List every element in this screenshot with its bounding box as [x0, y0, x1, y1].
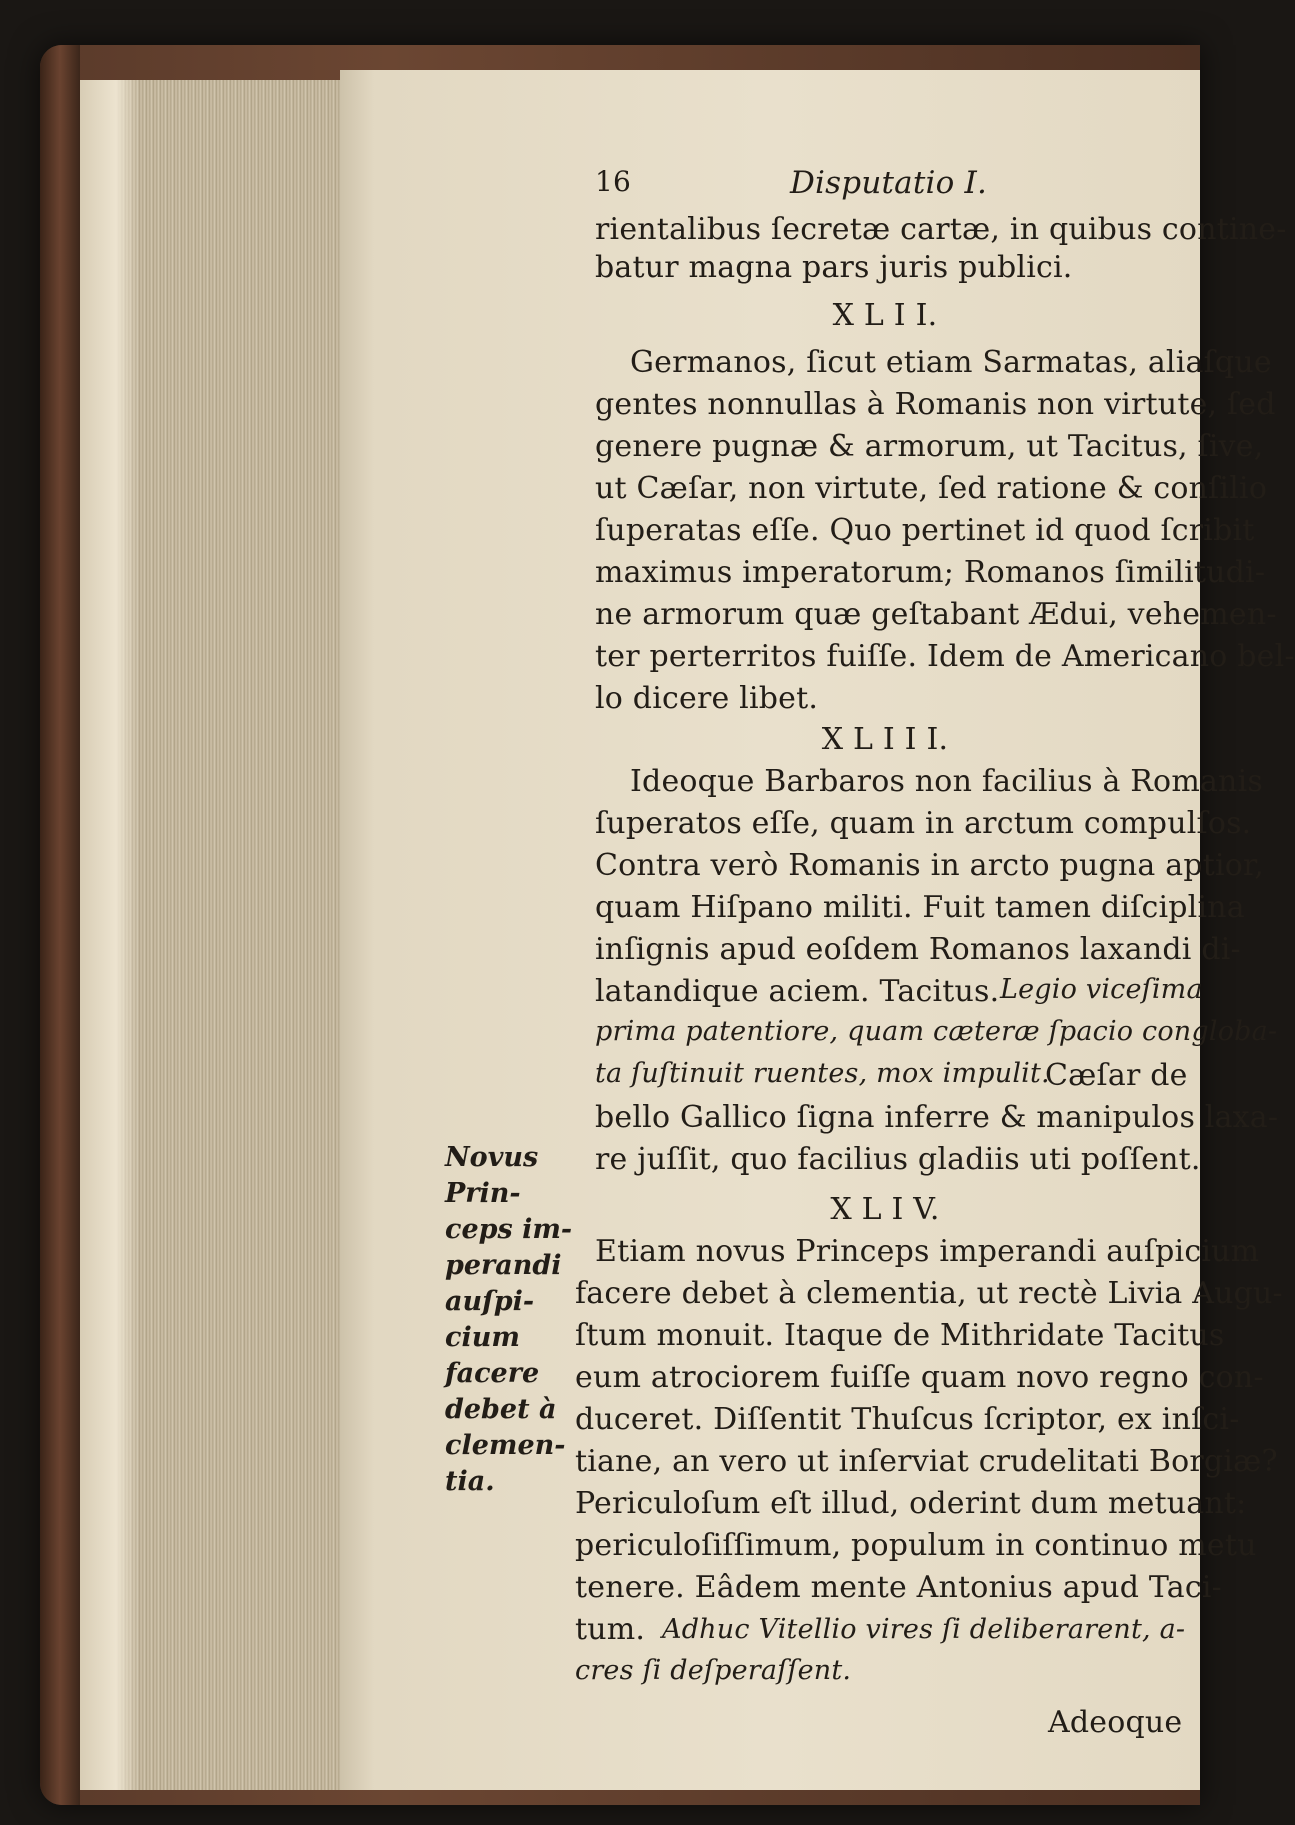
text-line: tenere. Eâdem mente Antonius apud Taci- [575, 1570, 1222, 1605]
margin-note-line: ceps im- [445, 1214, 573, 1245]
quote-line: prima patentiore, quam cæteræ ſpacio congloba- [595, 1016, 1278, 1047]
text-line: Cæſar de [1045, 1058, 1188, 1093]
text-line: periculoſiſſimum, populum in continuo metu [575, 1528, 1257, 1563]
quote-line: Adhuc Vitellio vires ſi deliberarent, a- [662, 1614, 1186, 1645]
margin-note-line: perandi [445, 1250, 562, 1281]
text-line: ut Cæſar, non virtute, ſed ratione & conſilio [595, 471, 1268, 506]
text-line: maximus imperatorum; Romanos ſimilitudi- [595, 555, 1266, 590]
text-line: Contra verò Romanis in arcto pugna aptior, [595, 848, 1265, 883]
text-line: re juſſit, quo facilius gladiis uti poſſent. [595, 1142, 1201, 1177]
margin-note-line: debet à [445, 1394, 557, 1425]
text-line: Ideoque Barbaros non facilius à Romanis [630, 764, 1263, 799]
page-number: 16 [595, 165, 632, 198]
text-line: Periculoſum eſt illud, oderint dum metuant: [575, 1486, 1247, 1521]
text-line: batur magna pars juris publici. [595, 250, 1073, 285]
quote-line: cres ſi deſperaſſent. [575, 1655, 852, 1686]
text-line: genere pugnæ & armorum, ut Tacitus, ſive, [595, 429, 1264, 464]
margin-note-line: Prin- [445, 1178, 521, 1209]
text-line: facere debet à clementia, ut rectè Livia Augu- [575, 1276, 1283, 1311]
section-numeral: X L I I. [832, 298, 938, 333]
margin-note-line: facere [445, 1358, 540, 1389]
catchword: Adeoque [1048, 1705, 1183, 1740]
text-line: ter perterritos fuiſſe. Idem de Americano bel- [595, 639, 1295, 674]
quote-line: Legio viceſima [1000, 974, 1203, 1005]
quote-line: ta ſuſtinuit ruentes, mox impulit. [595, 1058, 1050, 1089]
text-line: ſtum monuit. Itaque de Mithridate Tacitus [575, 1318, 1225, 1353]
section-numeral: X L I I I. [821, 722, 949, 757]
margin-note-line: cium [445, 1322, 520, 1353]
margin-note-line: auſpi- [445, 1286, 535, 1317]
text-line: gentes nonnullas à Romanis non virtute, ſed [595, 387, 1276, 422]
text-line: latandique aciem. Tacitus. [595, 974, 1000, 1009]
margin-note [445, 1140, 573, 1500]
text-line: ſuperatos eſſe, quam in arctum compulſos. [595, 806, 1252, 841]
text-line: inſignis apud eoſdem Romanos laxandi di- [595, 932, 1241, 967]
text-line: quam Hiſpano militi. Fuit tamen diſciplina [595, 890, 1245, 925]
margin-note-line: clemen- [445, 1430, 566, 1461]
text-line: ſuperatas eſſe. Quo pertinet id quod ſcribit [595, 513, 1255, 548]
text-line: Etiam novus Princeps imperandi auſpicium [595, 1234, 1260, 1269]
text-line: eum atrociorem fuiſſe quam novo regno con- [575, 1360, 1264, 1395]
text-line: tiane, an vero ut inſerviat crudelitati Borgiæ? [575, 1444, 1278, 1479]
text-line: ne armorum quæ geſtabant Ædui, vehemen- [595, 597, 1277, 632]
margin-note-line: tia. [445, 1466, 495, 1497]
text-line: rientalibus ſecretæ cartæ, in quibus contine- [595, 212, 1287, 247]
running-head: Disputatio I. [790, 165, 988, 201]
text-line: Germanos, ſicut etiam Sarmatas, aliaſque [630, 345, 1272, 380]
text-line: bello Gallico ſigna inferre & manipulos laxa- [595, 1100, 1279, 1135]
section-numeral: X L I V. [830, 1192, 940, 1227]
text-line: lo dicere libet. [595, 681, 819, 716]
margin-note-line: Novus [445, 1142, 539, 1173]
text-line: duceret. Diſſentit Thuſcus ſcriptor, ex inſci- [575, 1402, 1240, 1437]
text-line: tum. [575, 1612, 646, 1647]
